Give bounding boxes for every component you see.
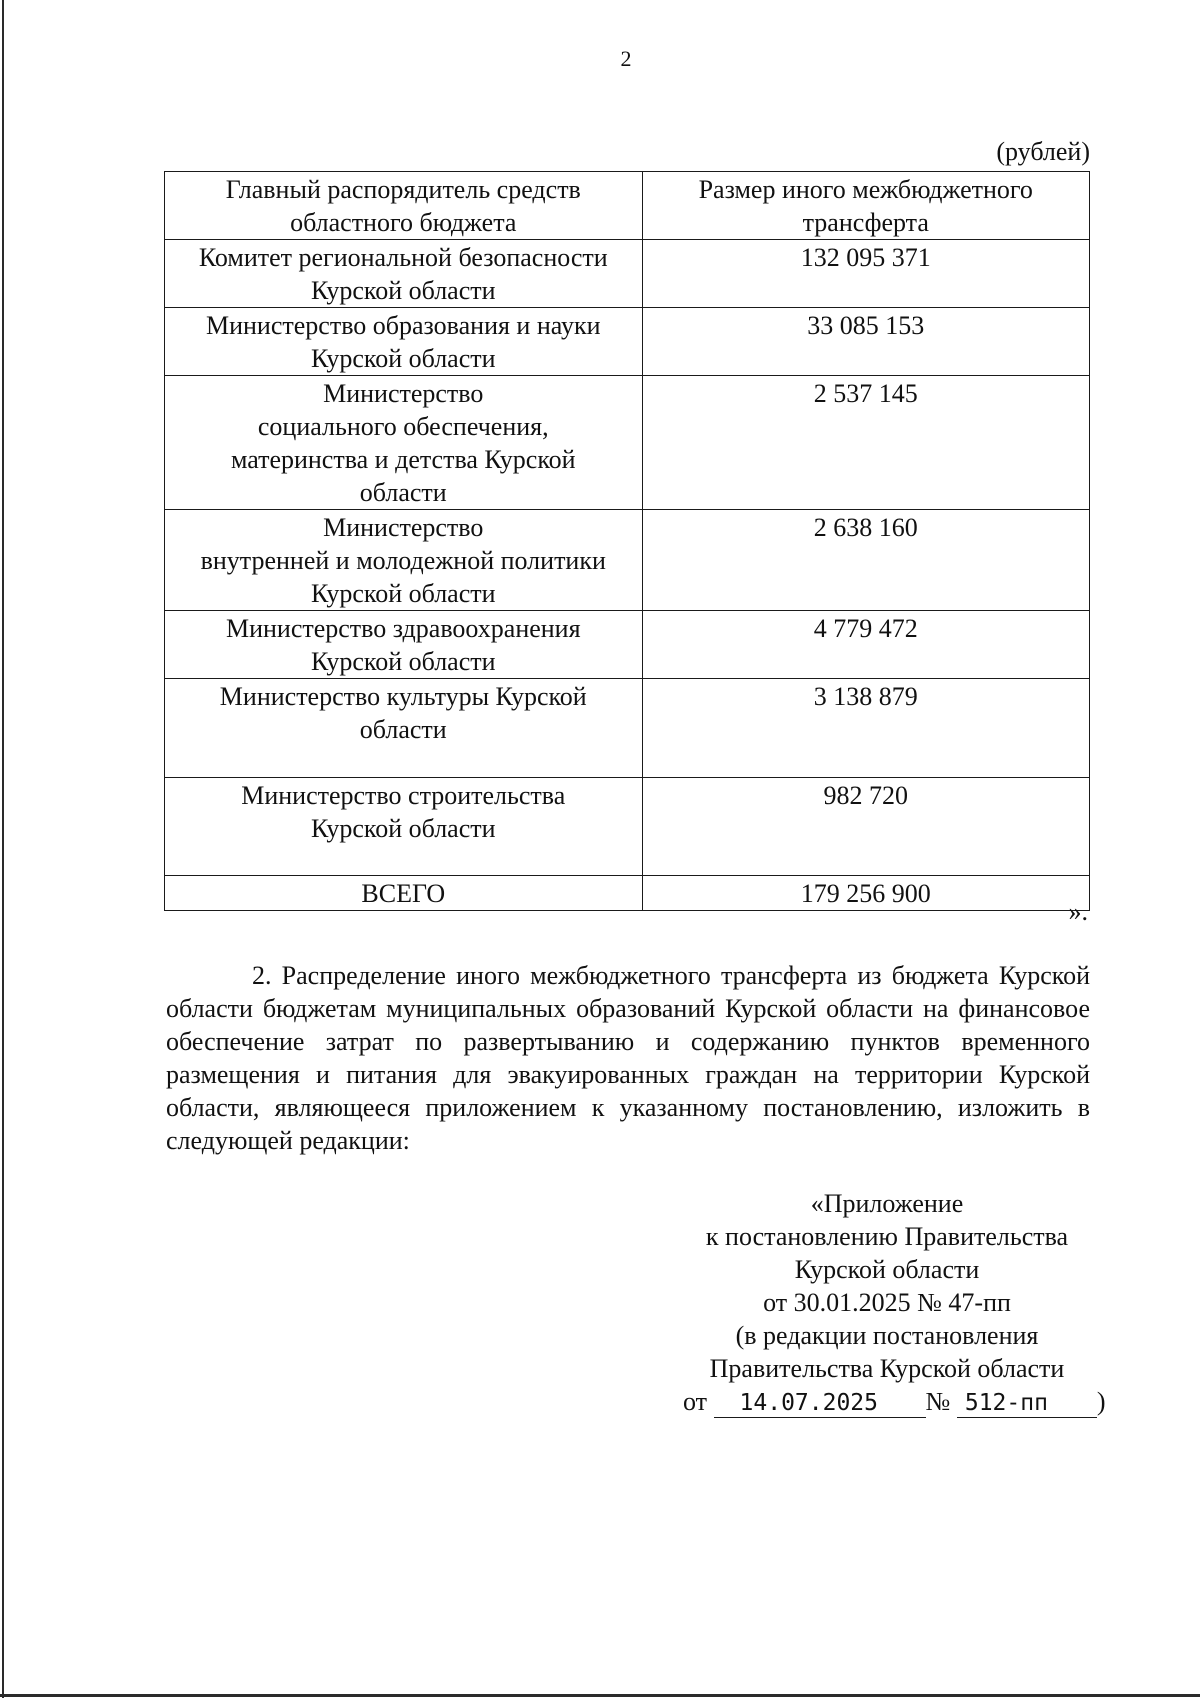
row-name: Комитет региональной безопасности Курской области — [165, 240, 643, 308]
row-name: Министерство строительства Курской области — [165, 778, 643, 876]
row-name: Министерство внутренней и молодежной политики Курской области — [165, 510, 643, 611]
appendix-line: к постановлению Правительства — [705, 1222, 1069, 1251]
row-name: Министерство образования и науки Курской области — [165, 308, 643, 376]
paragraph-2: 2. Распределение иного межбюджетного трансферта из бюджета Курской области бюджетам муниципальных образований Курской области на финансовое обеспечение затрат по развертыванию и содержанию пунктов временного размещения и питания для эвакуированных граждан на территории Курской области, являющееся приложением к указанному постановлению, изложить в следующей редакции: — [166, 961, 1090, 1155]
table-row — [165, 510, 1090, 611]
table-row — [165, 376, 1090, 510]
appendix-line: (в редакции постановления — [735, 1321, 1039, 1350]
row-name: Министерство культуры Курской области — [165, 679, 643, 778]
units-label: (рублей) — [996, 137, 1090, 166]
close-paren: ) — [1096, 1387, 1106, 1416]
appendix-line: от 30.01.2025 № 47-пп — [763, 1288, 1011, 1317]
row-name: Министерство социального обеспечения, материнства и детства Курской области — [165, 376, 643, 510]
row-amount: 982 720 — [642, 778, 1089, 876]
row-name: Министерство здравоохранения Курской области — [165, 611, 643, 679]
appendix-line: Курской области — [794, 1255, 980, 1284]
table-row — [165, 611, 1090, 679]
table-row — [165, 679, 1090, 778]
page-number: 2 — [620, 46, 632, 71]
row-amount: 33 085 153 — [642, 308, 1089, 376]
appendix-line: Правительства Курской области — [709, 1354, 1065, 1383]
appendix-line: «Приложение — [810, 1189, 964, 1218]
total-amount: 179 256 900 — [642, 876, 1089, 911]
scan-bottom-edge — [0, 1694, 1200, 1697]
transfer-table — [164, 171, 1090, 911]
appendix-heading — [683, 1187, 1091, 1385]
total-label: ВСЕГО — [165, 876, 643, 911]
number-label: № — [925, 1387, 951, 1416]
header-distributor: Главный распорядитель средств областного бюджета — [165, 172, 643, 240]
resolution-date: 14.07.2025 — [714, 1389, 926, 1418]
row-amount: 132 095 371 — [642, 240, 1089, 308]
row-amount: 4 779 472 — [642, 611, 1089, 679]
header-amount: Размер иного межбюджетного трансферта — [642, 172, 1089, 240]
table-total-row — [165, 876, 1090, 911]
table-row — [165, 308, 1090, 376]
resolution-reference-line — [683, 1385, 1106, 1418]
table-row — [165, 240, 1090, 308]
row-amount: 2 537 145 — [642, 376, 1089, 510]
scan-left-edge — [2, 0, 4, 1698]
from-label: от — [683, 1387, 708, 1416]
table-header-row — [165, 172, 1090, 240]
row-amount: 2 638 160 — [642, 510, 1089, 611]
closing-quote: ». — [1068, 897, 1088, 926]
resolution-number: 512-пп — [957, 1389, 1097, 1418]
row-amount: 3 138 879 — [642, 679, 1089, 778]
table-row — [165, 778, 1090, 876]
